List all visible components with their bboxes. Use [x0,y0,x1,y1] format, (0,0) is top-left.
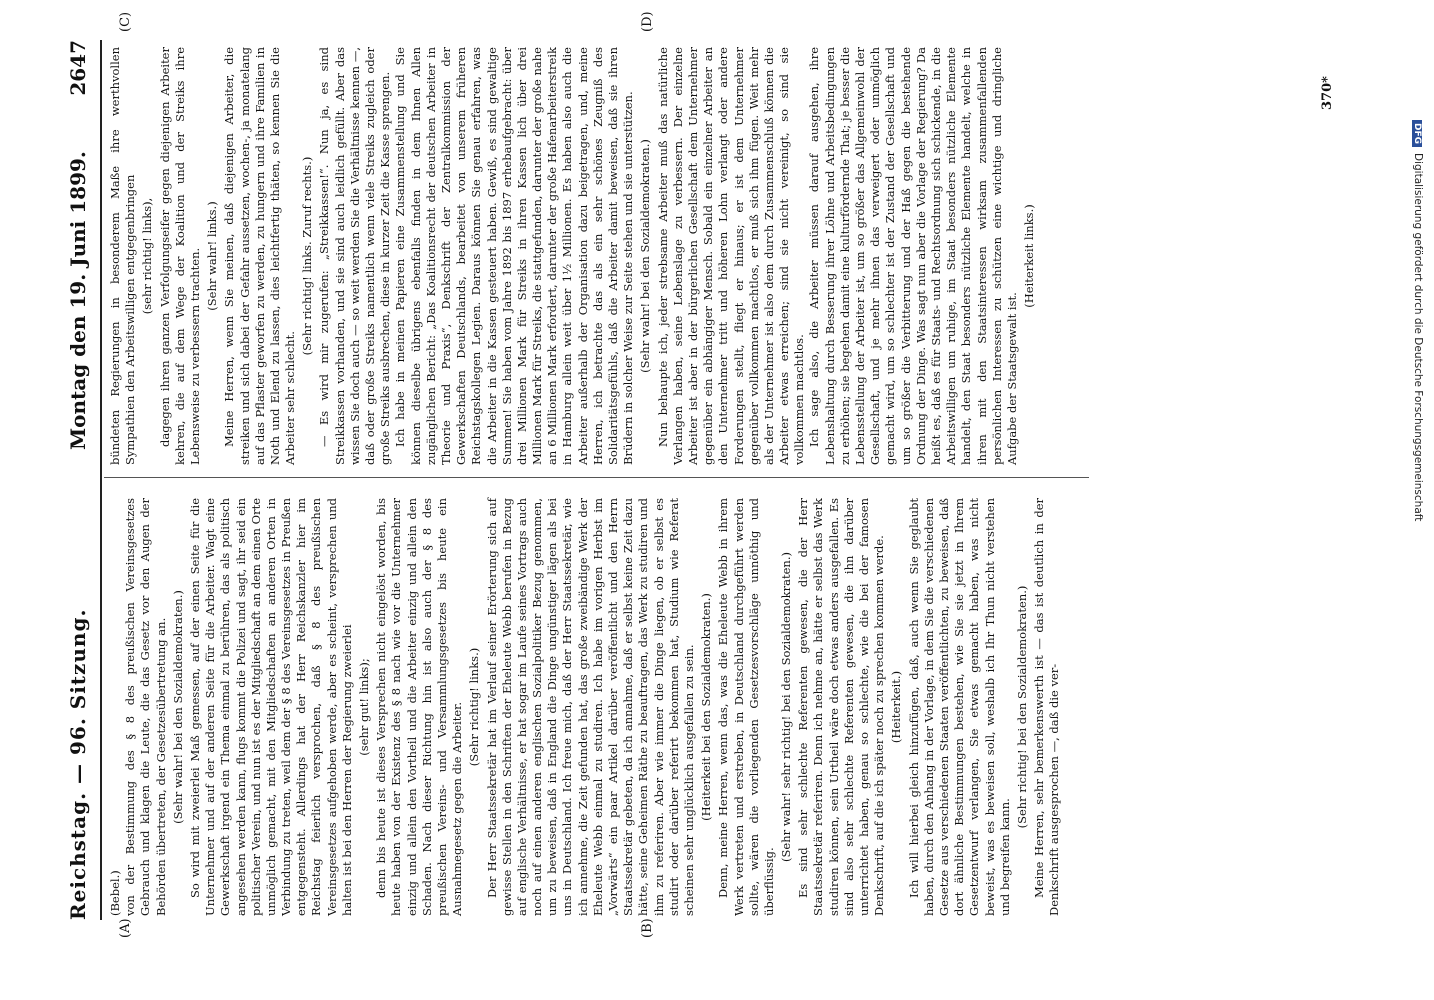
left-paragraph: (Bebel.) [108,870,122,916]
right-interjection: (Sehr wahr! links.) [205,201,220,311]
margin-marker-d: (D) [640,11,655,32]
right-interjection: (Sehr wahr! bei den Sozialdemokraten.) [638,139,653,373]
footer-code: 370* [1320,76,1335,110]
header-rule [100,40,102,920]
right-paragraph: Ich habe in meinen Papieren eine Zusammenstellung und Sie können dieselbe übrigens ebenfalls finden in dem Ihnen Allen zugänglichen Bericht: „Das Koalitionsrecht der deutschen Arbeiter in Theorie und Praxis“, Denkschrift der Zentralkommission der Gewerkschaften Deutschlands, bearbeitet von unserem früheren Reichstagskollegen Legien. Daraus können Sie genau erfahren, was die Arbeiter in die Kassen gesteuert haben. Gewiß, es sind gewaltige Summen! Sie haben vom Jahre 1892 bis 1897 erhebaufgebracht: über drei Millionen Mark für Streiks in ihren Kassen lich über drei Millionen Mark für Streiks, die stattgefunden, darunter der große nahe an 6 Millionen Mark erfordert, darunter der große Hafenarbeiterstreik in Hamburg allein weit über 1½ Millionen. Es haben also auch die Arbeiter außerhalb der Organisation dazu beigetragen, und, meine Herren, ich betrachte das als ein sehr schönes Zeugniß des Solidaritätsgefühls, daß die Arbeiter damit beweisen, daß sie ihren Brüdern in solcher Weise zur Seite stehen und sie unterstützen. [393,47,636,465]
left-paragraph: Denn, meine Herren, wenn das, was die Eheleute Webb in ihrem Werk vertreten und erstreben, in Deutschland durchgeführt werden sollte, wären die vorliegenden Gesetzesvorschläge unnöthig und überflüssig. [716,498,776,916]
margin-marker-a: (A) [118,918,133,938]
left-paragraph: von der Bestimmung des § 8 des preußischen Vereinsgesetzes Gebrauch und klagen die Leute, die das Gesetz vor den Augen der Behörden übertreten, der Gesetzesübertretung an. [123,498,168,916]
margin-marker-b: (B) [640,918,655,938]
left-interjection: (Sehr wahr! bei den Sozialdemokraten.) [170,590,185,824]
left-paragraph: Meine Herren, sehr bemerkenswerth ist — das ist deutlich in der Denkschrift ausgesprochen —, daß die ver- [1032,498,1062,916]
left-paragraph: Es sind sehr schlechte Referenten gewesen, die der Herr Staatssekretär referiren. Denn ich nehme an, hätte er selbst das Werk studiren können, sein Urtheil wäre doch etwas anders ausgefallen. Es sind also sehr schlechte Referenten gewesen, die ihn darüber unterrichtet haben, genau so schlechte, wie die bei der famosen Denkschrift, auf die ich später noch zu sprechen kommen werde. [796,498,887,916]
header-page-number: 2647 [66,40,90,96]
digitization-text: Digitalisierung gefördert durch die Deutsche Forschungsgemeinschaft [1412,153,1424,522]
left-interjection: (Sehr richtig! links.) [467,647,482,767]
right-paragraph: — Es wird mir zugerufen: „Streikkassen!“. Nun ja, es sind Streikkassen vorhanden, und sie sind auch leidlich gefüllt. Aber das wissen Sie doch auch — so weit werden Sie die Verhältnisse kennen —, daß oder große Streiks namentlich wenn viele Streiks zugleich oder große Streiks ausbrechen, diese in kurzer Zeit die Kasse sprengen. [317,47,393,465]
left-paragraph: denn bis heute ist dieses Versprechen nicht eingelöst worden, bis heute haben von der Existenz des § 8 nach wie vor die Unternehmer einzig und allein den Vortheil und die Arbeiter einzig und allein den Schaden. Nach dieser Richtung hin ist also auch der § 8 des preußischen Vereins- und Versammlungsgesetzes bis heute ein Ausnahmegesetz gegen die Arbeiter. [374,498,465,916]
page-header [62,40,98,920]
header-session: Reichstag. — 96. Sitzung. [66,608,90,920]
column-divider [104,477,1089,478]
dfg-logo: DFG [1412,120,1422,147]
left-interjection: (sehr gut! links); [357,658,371,756]
right-paragraph: Ich sage also, die Arbeiter müssen darauf ausgehen, ihre Lebenshaltung durch Besserung ihrer Löhne und Arbeitsbedingungen zu erhöhen; sie begehen damit eine kulturfördernde That; je besser die Lebensstellung der Arbeiter ist, um so größer das Allgemeinwohl der Gesellschaft, und je mehr ihnen das verweigert oder unmöglich gemacht wird, um so schlechter ist der Zustand der Gesellschaft und um so größer die Verbitterung und der Haß gegen die bestehende Ordnung der Dinge. Was sagt nun aber die Vorlage der Regierung? Da heißt es, daß es für Staats- und Rechtsordnung sich schickende, in die Arbeitswilligen um ruhige, im Staat besonders nützliche Elemente handelt, den Staat besonders nützliche Elemente handelt, welche in ihren mit den Staatsinteressen wirksam zusammenfallenden persönlichen Interessen zu schützen eine wichtige und dringliche Aufgabe der Staatsgewalt ist. [807,47,1019,465]
left-interjection: (Sehr richtig! bei den Sozialdemokraten.) [1014,585,1029,829]
right-interjection: (sehr richtig! links), [140,197,155,315]
right-paragraph: dagegen ihren ganzen Verfolgungseifer gegen diejenigen Arbeiter kehren, die auf dem Wege der Koalition und der Streiks ihre Lebensweise zu verbessern trachten. [157,47,202,465]
header-date: Montag den 19. Juni 1899. [66,151,90,450]
right-column [108,47,1039,465]
left-interjection: (Sehr wahr! sehr richtig! bei den Sozialdemokraten.) [779,552,794,862]
left-paragraph: So wird mit zweierlei Maß gemessen, auf der einen Seite für die Unternehmer und auf der anderen Seite für die Arbeiter. Wagt eine Gewerkschaft irgend ein Thema einmal zu berühren, das als politisch angesehen werden kann, flugs kommt die Polizei und sagt, ihr seid ein politischer Verein, und nun ist es der Mitgliedschaft an dem einen Orte unmöglich gemacht, mit den Mitgliedschaften an anderen Orten in Verbindung zu treten, weil dem der § 8 des Vereinsgesetzes in Preußen entgegensteht. Allerdings hat der Herr Reichskanzler hier im Reichstag feierlich versprochen, daß § 8 des preußischen Vereinsgesetzes aufgehoben werde, aber es scheint, versprechen und halten ist bei den Herren der Regierung zweierlei [187,498,354,916]
right-paragraph: Nun behaupte ich, jeder strebsame Arbeiter muß das natürliche Verlangen haben, seine Lebenslage zu verbessern. Der einzelne Arbeiter ist aber in der bürgerlichen Gesellschaft dem Unternehmer gegenüber ein abhängiger Mensch. Sobald ein einzelner Arbeiter an den Unternehmer tritt und höheren Lohn verlangt oder andere Forderungen stellt, fliegt er hinaus; er ist dem Unternehmer gegenüber vollkommen machtlos, er muß sich ihm fügen. Weit mehr als der Unternehmer ist also dem durch Zusammenschluß können die Arbeiter etwas erreichen; sind sie nicht vereinigt, so sind sie vollkommen machtlos. [655,47,807,465]
left-interjection: (Heiterkeit.) [889,670,904,744]
right-paragraph: Meine Herren, wenn Sie meinen, daß diejenigen Arbeiter, die streiken und sich dabei der Gefahr aussetzen, wochen-, ja monatelang auf das Pflaster geworfen zu werden, zu hungern und ihre Familien in Noth und Elend zu lassen, dies leichtfertig thäten, so kennen Sie die Arbeiter sehr schlecht. [222,47,298,465]
digitization-note [1410,120,1424,980]
right-paragraph: bündeten Regierungen in besonderem Maße ihre werthvollen Sympathien den Arbeitswilligen entgegenbringen [108,47,138,465]
margin-marker-c: (C) [118,11,133,32]
left-paragraph: Ich will hierbei gleich hinzufügen, daß, auch wenn Sie geglaubt haben, durch den Anhang in der Vorlage, in dem Sie die verschiedenen Gesetze aus verschiedenen Staaten veröffentlichten, zu beweisen, daß dort ähnliche Bestimmungen bestehen, wie Sie sie jetzt in Ihrem Gesetzentwurf verlangen, Sie etwas gemacht haben, was nicht beweist, was es beweisen soll, weshalb ich Ihr Thun nicht verstehen und begreifen kann. [906,498,1012,916]
left-interjection: (Heiterkeit bei den Sozialdemokraten.) [699,593,714,821]
left-column [108,498,1062,916]
right-interjection: (Sehr richtig! links. Zuruf rechts.) [300,156,315,356]
left-paragraph: Der Herr Staatssekretär hat im Verlauf seiner Erörterung sich auf gewisse Stellen in den Schriften der Eheleute Webb berufen in Bezug auf englische Verhältnisse, er hat sogar im Laufe seines Vortrags auch noch auf einen anderen englischen Sozialpolitiker Bezug genommen, um zu beweisen, daß in England die Dinge ungünstiger lägen als bei uns in Deutschland. Ich freue mich, daß der Herr Staatssekretär, wie ich annehme, die Zeit gefunden hat, das große zweibändige Werk der Eheleute Webb einmal zu studiren. Ich habe im vorigen Herbst im „Vorwärts“ ein paar Artikel darüber veröffentlicht und den Herrn Staatssekretär gebeten, da ich annahme, daß er selbst keine Zeit dazu hätte, seine Geheimen Räthe zu beauftragen, das Werk zu studiren und ihm zu referiren. Aber wie immer die Dinge liegen, ob er selbst es studirt oder darüber referirt bekommen hat, Studium wie Referat scheinen sehr unglücklich ausgefallen zu sein. [484,498,696,916]
right-interjection: (Heiterkeit links.) [1022,204,1037,308]
